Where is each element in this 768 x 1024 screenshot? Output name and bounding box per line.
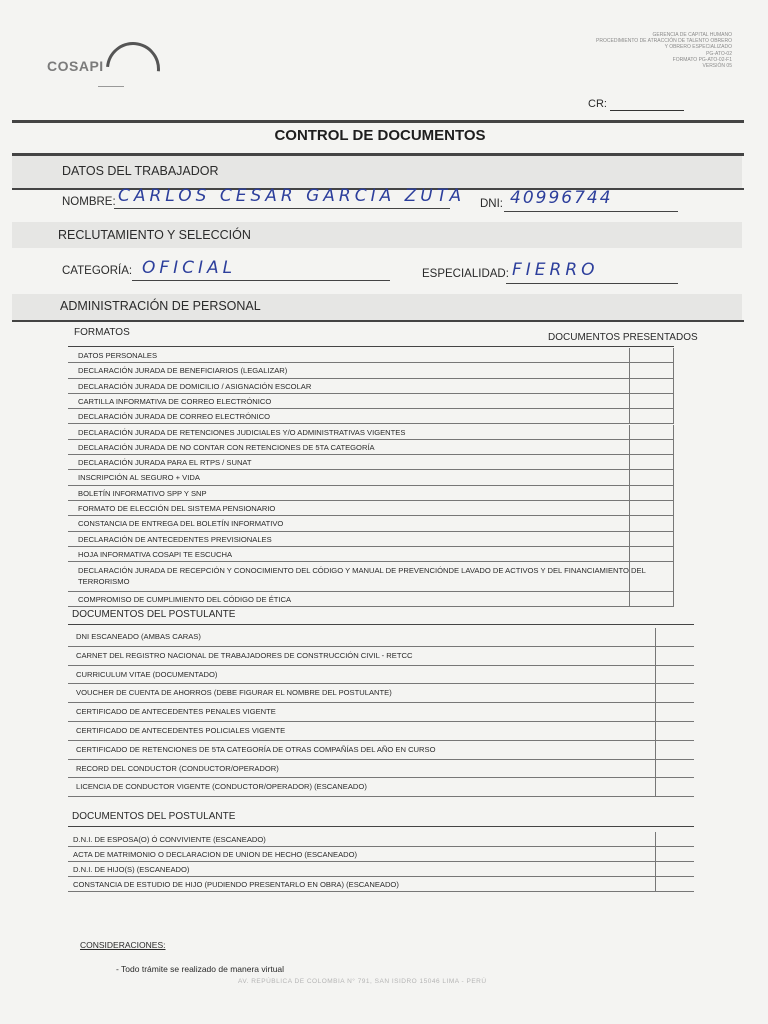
row-label: CONSTANCIA DE ENTREGA DEL BOLETÍN INFORMATIVO <box>78 519 284 529</box>
categoria-label: CATEGORÍA: <box>62 265 133 277</box>
consideracion-text: Todo trámite se realizado de manera virtual <box>121 964 285 974</box>
consideracion-item: - Todo trámite se realizado de manera virtual <box>116 964 285 974</box>
company-logo: COSAPI <box>47 58 104 74</box>
logo-divider <box>98 86 124 87</box>
table-row <box>68 455 674 470</box>
check-cell[interactable] <box>673 501 674 515</box>
check-cell[interactable] <box>673 425 674 439</box>
row-label: DECLARACIÓN JURADA DE DOMICILIO / ASIGNACIÓN ESCOLAR <box>78 381 312 391</box>
table-row <box>68 516 674 531</box>
row-label: DECLARACIÓN JURADA DE CORREO ELECTRÓNICO <box>78 412 270 422</box>
header-ref-line: Y OBRERO ESPECIALIZADO <box>664 44 732 51</box>
check-cell[interactable] <box>629 394 630 408</box>
row-label: D.N.I. DE ESPOSA(O) Ó CONVIVIENTE (ESCANEADO) <box>73 835 266 844</box>
check-cell[interactable] <box>629 455 630 469</box>
especialidad-field[interactable]: FIERRO <box>512 260 599 280</box>
section-datos-title: DATOS DEL TRABAJADOR <box>62 164 219 178</box>
table-row <box>68 778 694 797</box>
check-cell[interactable] <box>655 684 656 702</box>
check-cell[interactable] <box>629 532 630 546</box>
check-cell[interactable] <box>673 409 674 423</box>
table-row <box>68 722 694 741</box>
cr-label: CR: <box>588 98 607 110</box>
table-row <box>68 409 674 424</box>
check-cell[interactable] <box>673 516 674 530</box>
nombre-underline <box>114 208 450 209</box>
table-row <box>68 379 674 394</box>
check-cell[interactable] <box>673 547 674 561</box>
check-cell[interactable] <box>629 562 630 591</box>
table-row <box>68 760 694 779</box>
row-label: DECLARACIÓN DE ANTECEDENTES PREVISIONALES <box>78 534 272 544</box>
table-row <box>68 348 674 363</box>
table-top-rule <box>68 346 674 347</box>
check-cell[interactable] <box>655 862 656 876</box>
check-cell[interactable] <box>673 379 674 393</box>
check-cell[interactable] <box>655 847 656 861</box>
row-label: LICENCIA DE CONDUCTOR VIGENTE (CONDUCTOR/OPERADOR) (ESCANEADO) <box>76 782 367 792</box>
row-label: D.N.I. DE HIJO(S) (ESCANEADO) <box>73 865 190 874</box>
page-title: CONTROL DE DOCUMENTOS <box>274 127 486 144</box>
check-cell[interactable] <box>629 547 630 561</box>
header-reference <box>596 32 732 69</box>
row-label: CURRICULUM VITAE (DOCUMENTADO) <box>76 669 218 679</box>
especialidad-underline <box>506 283 678 284</box>
dni-field[interactable]: 40996744 <box>510 188 613 208</box>
check-cell[interactable] <box>629 470 630 484</box>
check-cell[interactable] <box>629 486 630 500</box>
check-cell[interactable] <box>629 516 630 530</box>
check-cell[interactable] <box>629 425 630 439</box>
row-label: DECLARACIÓN JURADA DE NO CONTAR CON RETENCIONES DE 5TA CATEGORÍA <box>78 442 375 452</box>
row-label: INSCRIPCIÓN AL SEGURO + VIDA <box>78 473 200 483</box>
consideraciones-title: CONSIDERACIONES: <box>80 940 166 950</box>
header-ref-line: FORMATO PG-ATO-02-F1 <box>672 56 732 63</box>
check-cell[interactable] <box>629 379 630 393</box>
header-ref-line: PROCEDIMIENTO DE ATRACCIÓN DE TALENTO OBRERO <box>596 38 732 45</box>
header-ref-line: VERSIÓN 05 <box>702 63 732 70</box>
check-cell[interactable] <box>673 562 674 591</box>
check-cell[interactable] <box>629 348 630 362</box>
table-row <box>68 832 694 847</box>
table-row <box>68 470 674 485</box>
table-row <box>68 592 674 607</box>
footer-address: AV. REPÚBLICA DE COLOMBIA N° 791, SAN ISIDRO 15046 LIMA - PERÚ <box>238 978 487 985</box>
check-cell[interactable] <box>655 666 656 684</box>
table-top-rule <box>68 826 694 827</box>
section-administracion-title: ADMINISTRACIÓN DE PERSONAL <box>60 299 261 313</box>
table-row <box>68 666 694 685</box>
table-top-rule <box>68 624 694 625</box>
row-label: RECORD DEL CONDUCTOR (CONDUCTOR/OPERADOR) <box>76 763 279 773</box>
check-cell[interactable] <box>673 363 674 377</box>
row-label: CARTILLA INFORMATIVA DE CORREO ELECTRÓNICO <box>78 396 272 406</box>
table-row <box>68 532 674 547</box>
check-cell[interactable] <box>655 703 656 721</box>
check-cell[interactable] <box>629 592 630 606</box>
cr-field[interactable] <box>610 110 684 111</box>
row-label: DATOS PERSONALES <box>78 351 158 360</box>
row-label: CERTIFICADO DE ANTECEDENTES POLICIALES VIGENTE <box>76 726 286 735</box>
check-cell[interactable] <box>655 741 656 759</box>
header-ref-line: PG-ATO-02 <box>706 50 732 57</box>
table-row <box>68 847 694 862</box>
formatos-label: FORMATOS <box>74 327 130 338</box>
presentados-label: DOCUMENTOS PRESENTADOS <box>548 332 698 343</box>
check-cell[interactable] <box>673 394 674 408</box>
logo-arc-icon <box>95 31 171 107</box>
table-row <box>68 647 694 666</box>
table-row <box>68 486 674 501</box>
row-label: VOUCHER DE CUENTA DE AHORROS (DEBE FIGURAR EL NOMBRE DEL POSTULANTE) <box>76 688 392 698</box>
check-cell[interactable] <box>629 440 630 454</box>
row-label: BOLETÍN INFORMATIVO SPP Y SNP <box>78 488 207 498</box>
row-label: DECLARACIÓN JURADA DE BENEFICIARIOS (LEGALIZAR) <box>78 366 288 376</box>
postulante2-label: DOCUMENTOS DEL POSTULANTE <box>72 811 236 822</box>
check-cell[interactable] <box>673 455 674 469</box>
table-row <box>68 684 694 703</box>
especialidad-label: ESPECIALIDAD: <box>422 268 509 280</box>
dni-label: DNI: <box>480 198 503 210</box>
table-row <box>68 547 674 562</box>
categoria-field[interactable]: OFICIAL <box>142 258 237 278</box>
row-label: HOJA INFORMATIVA COSAPI TE ESCUCHA <box>78 549 233 559</box>
check-cell[interactable] <box>655 647 656 665</box>
row-label: DECLARACIÓN JURADA DE RETENCIONES JUDICIALES Y/O ADMINISTRATIVAS VIGENTES <box>78 427 406 437</box>
check-cell[interactable] <box>673 486 674 500</box>
table-row <box>68 628 694 647</box>
check-cell[interactable] <box>655 628 656 646</box>
check-cell[interactable] <box>629 501 630 515</box>
nombre-field[interactable]: CARLOS CESAR GARCIA ZUTA <box>118 186 466 206</box>
dni-underline <box>504 211 678 212</box>
row-label: CARNET DEL REGISTRO NACIONAL DE TRABAJADORES DE CONSTRUCCIÓN CIVIL - RETCC <box>76 650 413 660</box>
table-row <box>68 703 694 722</box>
table-row <box>68 877 694 892</box>
row-label: CONSTANCIA DE ESTUDIO DE HIJO (PUDIENDO PRESENTARLO EN OBRA) (ESCANEADO) <box>73 880 399 889</box>
postulante-label: DOCUMENTOS DEL POSTULANTE <box>72 609 236 620</box>
row-label: FORMATO DE ELECCIÓN DEL SISTEMA PENSIONARIO <box>78 504 276 513</box>
table-row <box>68 425 674 440</box>
check-cell[interactable] <box>655 832 656 846</box>
table-row <box>68 363 674 378</box>
check-cell[interactable] <box>655 760 656 778</box>
divider <box>12 320 744 322</box>
categoria-underline <box>132 280 390 281</box>
row-label: DECLARACIÓN JURADA PARA EL RTPS / SUNAT <box>78 458 252 468</box>
check-cell[interactable] <box>655 722 656 740</box>
row-label: DECLARACIÓN JURADA DE RECEPCIÓN Y CONOCIMIENTO DEL CÓDIGO Y MANUAL DE PREVENCIÓNDE LAVADO DE ACTIVOS Y DEL FINANCIAMIENTO DEL TERRORISMO <box>78 566 646 587</box>
header-ref-line: GERENCIA DE CAPITAL HUMANO <box>652 32 732 38</box>
check-cell[interactable] <box>673 532 674 546</box>
row-label: ACTA DE MATRIMONIO O DECLARACION DE UNION DE HECHO (ESCANEADO) <box>73 850 358 859</box>
check-cell[interactable] <box>655 877 656 891</box>
table-row <box>68 501 674 516</box>
check-cell[interactable] <box>673 440 674 454</box>
nombre-label: NOMBRE: <box>62 196 116 208</box>
check-cell[interactable] <box>673 348 674 362</box>
row-label: COMPROMISO DE CUMPLIMIENTO DEL CÓDIGO DE ÉTICA <box>78 595 292 605</box>
row-label: CERTIFICADO DE RETENCIONES DE 5TA CATEGORÍA DE OTRAS COMPAÑÍAS DEL AÑO EN CURSO <box>76 744 436 754</box>
divider <box>12 120 744 123</box>
table-row <box>68 862 694 877</box>
section-reclutamiento-title: RECLUTAMIENTO Y SELECCIÓN <box>58 228 251 242</box>
row-label: DNI ESCANEADO (AMBAS CARAS) <box>76 632 201 641</box>
check-cell[interactable] <box>673 470 674 484</box>
table-row <box>68 741 694 760</box>
check-cell[interactable] <box>673 592 674 606</box>
check-cell[interactable] <box>629 363 630 377</box>
check-cell[interactable] <box>629 409 630 423</box>
table-row <box>68 394 674 409</box>
table-row <box>68 562 674 592</box>
row-label: CERTIFICADO DE ANTECEDENTES PENALES VIGENTE <box>76 707 276 717</box>
table-row <box>68 440 674 455</box>
check-cell[interactable] <box>655 778 656 796</box>
